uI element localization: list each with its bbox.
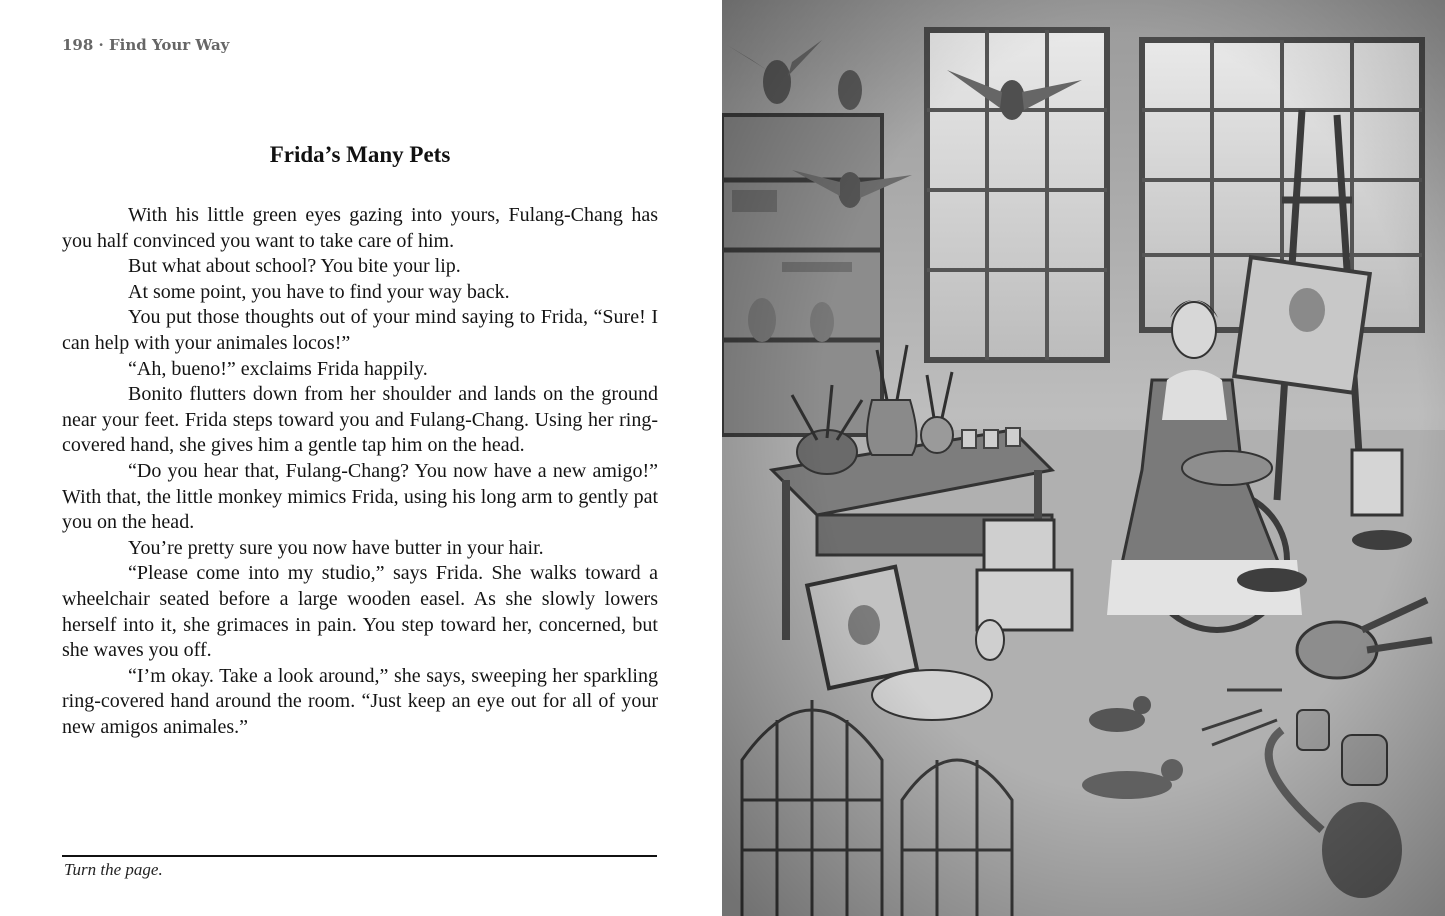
paragraph: “Please come into my studio,” says Frida. She walks toward a wheelchair seated before a large wooden easel. As she slowly lowers herself into it, she grimaces in pain. You step toward her, concerned, but she waves you off. bbox=[62, 562, 658, 662]
paragraph: With his little green eyes gazing into yours, Fulang-Chang has you half convinced you want to take care of him. bbox=[62, 204, 658, 252]
footer-instruction: Turn the page. bbox=[64, 860, 163, 879]
chapter-title: Frida’s Many Pets bbox=[269, 142, 451, 167]
page-number: 198 bbox=[62, 36, 94, 54]
paragraph: “Do you hear that, Fulang-Chang? You now have a new amigo!” With that, the little monkey mimics Frida, using his long arm to gently pat you on the head. bbox=[62, 459, 658, 534]
paragraph: “Ah, bueno!” exclaims Frida happily. bbox=[128, 357, 428, 380]
illustration-svg bbox=[722, 0, 1445, 916]
running-head bbox=[62, 36, 229, 54]
book-title: Find Your Way bbox=[109, 36, 230, 54]
vignette bbox=[722, 0, 1445, 916]
paragraph: Bonito flutters down from her shoulder and lands on the ground near your feet. Frida steps toward you and Fulang-Chang. Using her ring-covered hand, she gives him a gentle tap him on the head. bbox=[62, 383, 658, 457]
studio-illustration bbox=[722, 0, 1445, 916]
paragraph: “I’m okay. Take a look around,” she says, sweeping her sparkling ring-covered hand around the room. “Just keep an eye out for all of your new amigos animales.” bbox=[62, 664, 658, 738]
paragraph: You’re pretty sure you now have butter in your hair. bbox=[128, 536, 544, 559]
footer-rule bbox=[62, 855, 657, 857]
running-head-separator: · bbox=[98, 36, 104, 54]
paragraph: At some point, you have to find your way back. bbox=[128, 280, 510, 303]
body-text bbox=[62, 203, 658, 740]
paragraph: You put those thoughts out of your mind saying to Frida, “Sure! I can help with your animales locos!” bbox=[62, 306, 658, 354]
paragraph: But what about school? You bite your lip. bbox=[128, 255, 461, 278]
left-page bbox=[0, 0, 722, 916]
